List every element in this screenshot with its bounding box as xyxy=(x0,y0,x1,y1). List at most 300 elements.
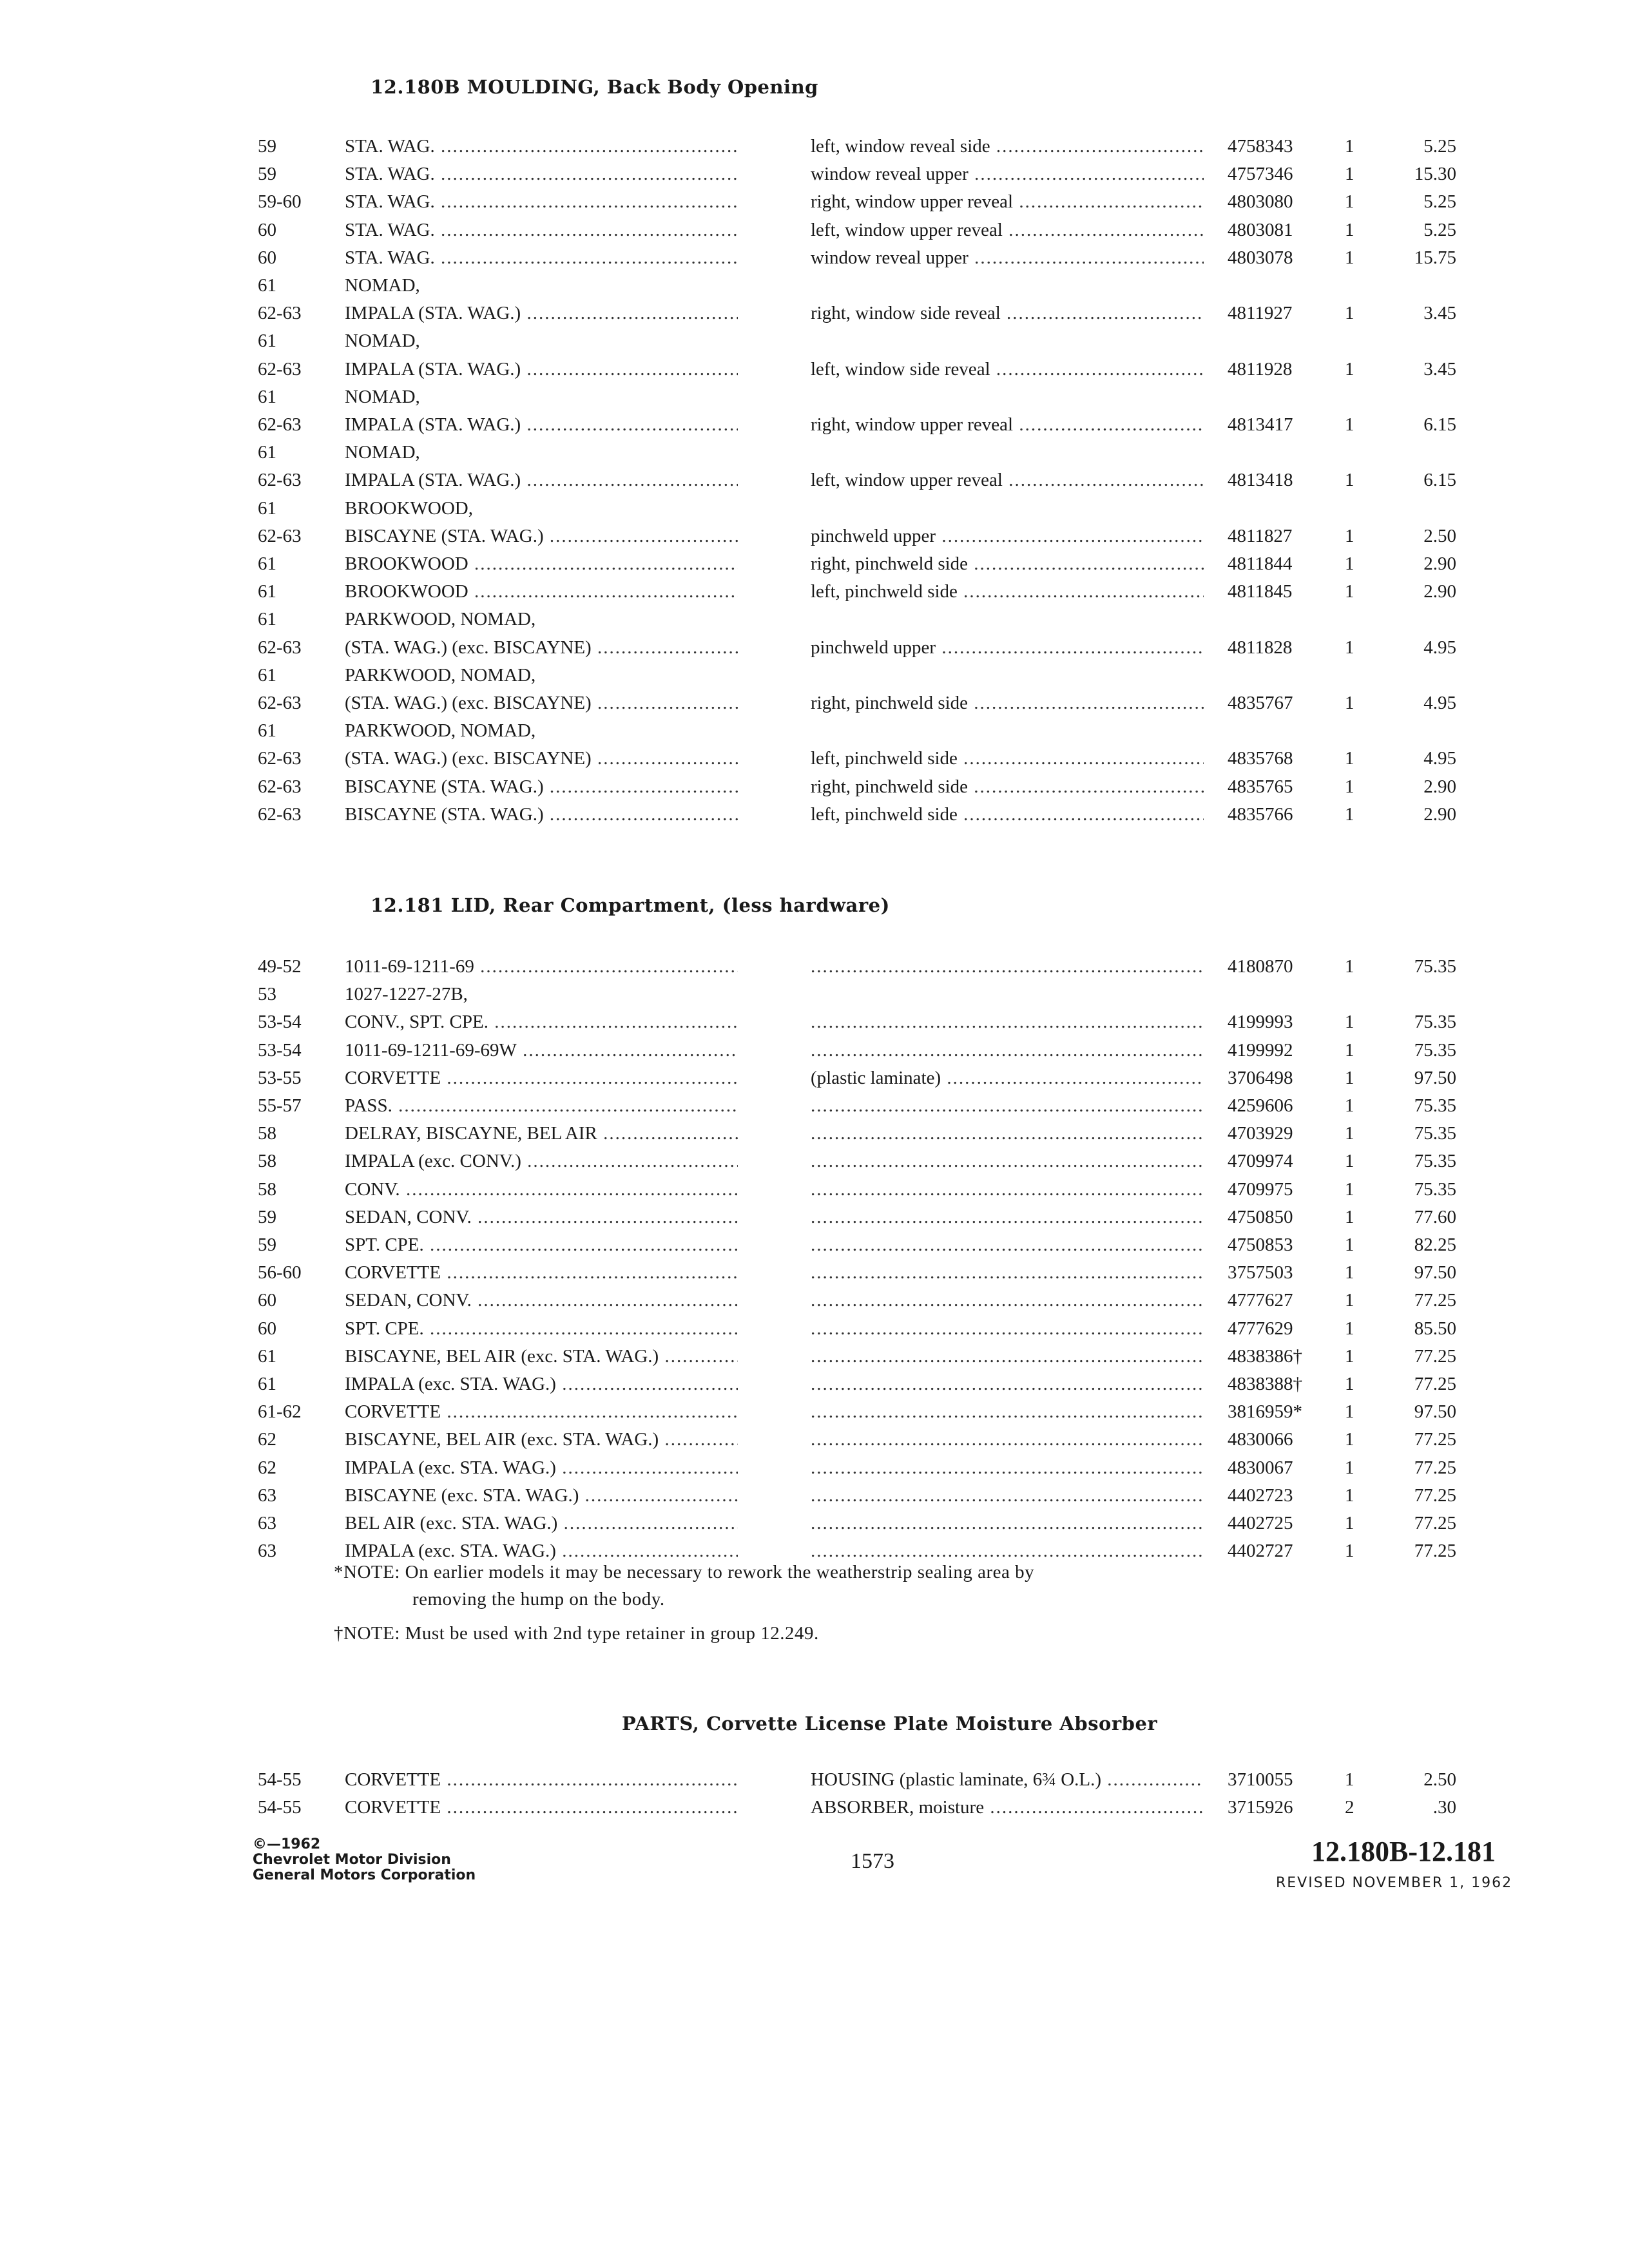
table-row xyxy=(0,160,1629,188)
model-cell: SPT. CPE. ..... xyxy=(345,1231,738,1259)
description-cell xyxy=(811,1481,1204,1510)
model-cell: BISCAYNE, BEL AIR (exc. STA. WAG.) ..... xyxy=(345,1342,738,1370)
model-cell: STA. WAG. ..... xyxy=(345,216,738,244)
model-cell: IMPALA (exc. STA. WAG.) ..... xyxy=(345,1537,738,1565)
quantity-cell: 1 xyxy=(1345,803,1354,825)
part-number-cell: 4803081 xyxy=(1228,219,1293,240)
part-number-cell: 4830066 xyxy=(1228,1429,1293,1450)
year-cell: 61-62 xyxy=(258,1401,302,1423)
price-cell: 6.15 xyxy=(1423,470,1456,491)
description-cell xyxy=(811,1454,1204,1482)
year-cell: 61 xyxy=(258,720,276,742)
price-cell: 75.35 xyxy=(1414,1039,1456,1061)
table-row xyxy=(0,1036,1629,1064)
table-row xyxy=(0,1258,1629,1287)
price-cell: 2.90 xyxy=(1423,803,1456,825)
year-cell: 49-52 xyxy=(258,956,302,977)
model-cell: (STA. WAG.) (exc. BISCAYNE) ..... xyxy=(345,633,738,662)
model-cell: STA. WAG. ..... xyxy=(345,160,738,188)
table-row xyxy=(0,522,1629,550)
part-number-cell: 4402723 xyxy=(1228,1485,1293,1506)
table-row xyxy=(0,1509,1629,1537)
note-asterisk-cont: removing the hump on the body. xyxy=(412,1589,665,1610)
table-row xyxy=(0,438,1629,466)
model-cell: PARKWOOD, NOMAD, xyxy=(345,720,536,742)
year-cell: 53-54 xyxy=(258,1012,302,1033)
year-cell: 59 xyxy=(258,1206,276,1227)
quantity-cell: 1 xyxy=(1345,1067,1354,1088)
part-number-cell: 4259606 xyxy=(1228,1095,1293,1116)
year-cell: 61 xyxy=(258,442,276,463)
part-number-cell: 3710055 xyxy=(1228,1769,1293,1790)
year-cell: 60 xyxy=(258,1290,276,1311)
description-cell xyxy=(811,1398,1204,1426)
quantity-cell: 1 xyxy=(1345,303,1354,324)
quantity-cell: 1 xyxy=(1345,1374,1354,1394)
year-cell: 61 xyxy=(258,1374,276,1394)
price-cell: 15.30 xyxy=(1414,164,1456,185)
quantity-cell: 1 xyxy=(1345,1513,1354,1533)
year-cell: 53-55 xyxy=(258,1067,302,1088)
year-cell: 61 xyxy=(258,386,276,407)
model-cell: CORVETTE ..... xyxy=(345,1765,738,1794)
price-cell: .30 xyxy=(1432,1797,1456,1818)
table-row xyxy=(0,299,1629,327)
model-cell: CONV., SPT. CPE. ..... xyxy=(345,1008,738,1036)
year-cell: 53-54 xyxy=(258,1039,302,1061)
price-cell: 97.50 xyxy=(1414,1067,1456,1088)
quantity-cell: 1 xyxy=(1345,1485,1354,1506)
part-number-cell: 4402727 xyxy=(1228,1541,1293,1562)
year-cell: 60 xyxy=(258,1318,276,1339)
model-cell: BROOKWOOD, xyxy=(345,497,473,519)
price-cell: 5.25 xyxy=(1423,219,1456,240)
part-number-cell: 4703929 xyxy=(1228,1123,1293,1144)
year-cell: 61 xyxy=(258,553,276,574)
description-cell: left, window upper reveal ..... xyxy=(811,466,1204,494)
model-cell: CORVETTE ..... xyxy=(345,1398,738,1426)
footer-corporation: General Motors Corporation xyxy=(253,1867,476,1883)
quantity-cell: 1 xyxy=(1345,470,1354,491)
price-cell: 15.75 xyxy=(1414,247,1456,268)
year-cell: 62 xyxy=(258,1457,276,1478)
price-cell: 75.35 xyxy=(1414,1012,1456,1033)
price-cell: 2.90 xyxy=(1423,776,1456,797)
table-row xyxy=(0,577,1629,606)
quantity-cell: 1 xyxy=(1345,164,1354,185)
description-cell xyxy=(811,1175,1204,1204)
quantity-cell: 1 xyxy=(1345,1039,1354,1061)
model-cell: BEL AIR (exc. STA. WAG.) ..... xyxy=(345,1509,738,1537)
section-title-parts: PARTS, Corvette License Plate Moisture Absorber xyxy=(622,1713,1158,1735)
model-cell: IMPALA (STA. WAG.) ..... xyxy=(345,355,738,383)
price-cell: 2.90 xyxy=(1423,553,1456,574)
quantity-cell: 1 xyxy=(1345,693,1354,713)
model-cell: IMPALA (STA. WAG.) ..... xyxy=(345,410,738,439)
quantity-cell: 1 xyxy=(1345,1769,1354,1790)
part-number-cell: 4199993 xyxy=(1228,1012,1293,1033)
description-cell xyxy=(811,1509,1204,1537)
model-cell: SEDAN, CONV. ..... xyxy=(345,1203,738,1231)
description-cell xyxy=(811,1425,1204,1454)
model-cell: (STA. WAG.) (exc. BISCAYNE) ..... xyxy=(345,689,738,717)
price-cell: 85.50 xyxy=(1414,1318,1456,1339)
description-cell: right, pinchweld side ..... xyxy=(811,689,1204,717)
quantity-cell: 1 xyxy=(1345,553,1354,574)
model-cell: NOMAD, xyxy=(345,275,420,296)
part-number-cell: 4750850 xyxy=(1228,1206,1293,1227)
price-cell: 77.25 xyxy=(1414,1485,1456,1506)
model-cell: STA. WAG. ..... xyxy=(345,132,738,160)
quantity-cell: 1 xyxy=(1345,956,1354,977)
table-row xyxy=(0,271,1629,300)
quantity-cell: 1 xyxy=(1345,191,1354,213)
table-row xyxy=(0,800,1629,829)
year-cell: 58 xyxy=(258,1178,276,1200)
note-asterisk: *NOTE: On earlier models it may be necessary to rework the weatherstrip sealing area by xyxy=(334,1562,1035,1582)
model-cell: PARKWOOD, NOMAD, xyxy=(345,609,536,630)
year-cell: 62-63 xyxy=(258,470,302,491)
quantity-cell: 1 xyxy=(1345,1095,1354,1116)
table-row xyxy=(0,1091,1629,1120)
year-cell: 56-60 xyxy=(258,1262,302,1283)
price-cell: 4.95 xyxy=(1423,748,1456,769)
table-row xyxy=(0,661,1629,689)
table-row xyxy=(0,1314,1629,1343)
quantity-cell: 2 xyxy=(1345,1797,1354,1818)
part-number-cell: 4811828 xyxy=(1228,637,1293,658)
quantity-cell: 1 xyxy=(1345,219,1354,240)
section-range: 12.180B-12.181 xyxy=(1311,1836,1496,1867)
model-cell: NOMAD, xyxy=(345,386,420,407)
model-cell: CORVETTE ..... xyxy=(345,1793,738,1821)
price-cell: 75.35 xyxy=(1414,1151,1456,1172)
price-cell: 5.25 xyxy=(1423,191,1456,213)
year-cell: 62-63 xyxy=(258,303,302,324)
part-number-cell: 4199992 xyxy=(1228,1039,1293,1061)
model-cell: PARKWOOD, NOMAD, xyxy=(345,664,536,686)
quantity-cell: 1 xyxy=(1345,414,1354,435)
description-cell xyxy=(811,1203,1204,1231)
model-cell: IMPALA (STA. WAG.) ..... xyxy=(345,299,738,327)
part-number-cell: 4180870 xyxy=(1228,956,1293,977)
part-number-cell: 3706498 xyxy=(1228,1067,1293,1088)
year-cell: 59 xyxy=(258,136,276,157)
price-cell: 77.25 xyxy=(1414,1374,1456,1394)
price-cell: 77.25 xyxy=(1414,1345,1456,1367)
description-cell xyxy=(811,1147,1204,1175)
quantity-cell: 1 xyxy=(1345,247,1354,268)
model-cell: CORVETTE ..... xyxy=(345,1064,738,1092)
table-row xyxy=(0,1481,1629,1510)
price-cell: 82.25 xyxy=(1414,1235,1456,1255)
description-cell: window reveal upper ..... xyxy=(811,160,1204,188)
year-cell: 53 xyxy=(258,984,276,1005)
footer-publisher xyxy=(253,1837,476,1883)
price-cell: 77.25 xyxy=(1414,1457,1456,1478)
part-number-cell: 4750853 xyxy=(1228,1235,1293,1255)
year-cell: 55-57 xyxy=(258,1095,302,1116)
description-cell: (plastic laminate) ..... xyxy=(811,1064,1204,1092)
table-row xyxy=(0,1231,1629,1259)
quantity-cell: 1 xyxy=(1345,581,1354,602)
table-row xyxy=(0,952,1629,981)
year-cell: 62-63 xyxy=(258,748,302,769)
quantity-cell: 1 xyxy=(1345,1151,1354,1172)
part-number-cell: 4830067 xyxy=(1228,1457,1293,1478)
table-row xyxy=(0,1203,1629,1231)
model-cell: IMPALA (STA. WAG.) ..... xyxy=(345,466,738,494)
model-cell: BISCAYNE (exc. STA. WAG.) ..... xyxy=(345,1481,738,1510)
year-cell: 62-63 xyxy=(258,637,302,658)
footer-copyright: ©—1962 xyxy=(253,1836,321,1852)
year-cell: 63 xyxy=(258,1513,276,1533)
year-cell: 61 xyxy=(258,609,276,630)
table-row xyxy=(0,605,1629,633)
table-row xyxy=(0,383,1629,411)
table-row xyxy=(0,1370,1629,1398)
table-row xyxy=(0,1175,1629,1204)
quantity-cell: 1 xyxy=(1345,637,1354,658)
description-cell: window reveal upper ..... xyxy=(811,244,1204,272)
model-cell: BROOKWOOD ..... xyxy=(345,550,738,578)
table-row xyxy=(0,1064,1629,1092)
description-cell: left, pinchweld side ..... xyxy=(811,577,1204,606)
description-cell: pinchweld upper ..... xyxy=(811,633,1204,662)
model-cell: SEDAN, CONV. ..... xyxy=(345,1286,738,1314)
table-row xyxy=(0,773,1629,801)
table-row xyxy=(0,244,1629,272)
year-cell: 59 xyxy=(258,164,276,185)
part-number-cell: 3715926 xyxy=(1228,1797,1293,1818)
part-number-cell: 3757503 xyxy=(1228,1262,1293,1283)
year-cell: 62-63 xyxy=(258,358,302,380)
price-cell: 77.60 xyxy=(1414,1206,1456,1227)
price-cell: 75.35 xyxy=(1414,956,1456,977)
model-cell: DELRAY, BISCAYNE, BEL AIR ..... xyxy=(345,1119,738,1148)
price-cell: 77.25 xyxy=(1414,1541,1456,1562)
price-cell: 5.25 xyxy=(1423,136,1456,157)
year-cell: 54-55 xyxy=(258,1769,302,1790)
model-cell: (STA. WAG.) (exc. BISCAYNE) ..... xyxy=(345,744,738,773)
model-cell: 1011-69-1211-69 ..... xyxy=(345,952,738,981)
year-cell: 62-63 xyxy=(258,693,302,713)
model-cell: PASS. ..... xyxy=(345,1091,738,1120)
price-cell: 77.25 xyxy=(1414,1290,1456,1311)
model-cell: CONV. ..... xyxy=(345,1175,738,1204)
model-cell: NOMAD, xyxy=(345,331,420,352)
year-cell: 62-63 xyxy=(258,414,302,435)
table-row xyxy=(0,410,1629,439)
revised-date: REVISED NOVEMBER 1, 1962 xyxy=(1276,1875,1513,1891)
quantity-cell: 1 xyxy=(1345,1290,1354,1311)
year-cell: 61 xyxy=(258,331,276,352)
model-cell: 1011-69-1211-69-69W ..... xyxy=(345,1036,738,1064)
year-cell: 59 xyxy=(258,1235,276,1255)
year-cell: 61 xyxy=(258,581,276,602)
model-cell: 1027-1227-27B, xyxy=(345,984,468,1005)
part-number-cell: 4709975 xyxy=(1228,1178,1293,1200)
description-cell: left, pinchweld side ..... xyxy=(811,744,1204,773)
quantity-cell: 1 xyxy=(1345,1457,1354,1478)
part-number-cell: 4811845 xyxy=(1228,581,1293,602)
description-cell xyxy=(811,1314,1204,1343)
quantity-cell: 1 xyxy=(1345,1318,1354,1339)
table-row xyxy=(0,187,1629,216)
table-row xyxy=(0,1793,1629,1821)
part-number-cell: 4838388† xyxy=(1228,1374,1302,1394)
page-number: 1573 xyxy=(851,1849,894,1873)
table-row xyxy=(0,132,1629,160)
description-cell: left, window upper reveal ..... xyxy=(811,216,1204,244)
model-cell: IMPALA (exc. CONV.) ..... xyxy=(345,1147,738,1175)
price-cell: 75.35 xyxy=(1414,1178,1456,1200)
year-cell: 61 xyxy=(258,497,276,519)
model-cell: NOMAD, xyxy=(345,442,420,463)
part-number-cell: 4835767 xyxy=(1228,693,1293,713)
price-cell: 3.45 xyxy=(1423,358,1456,380)
description-cell xyxy=(811,1119,1204,1148)
part-number-cell: 4835765 xyxy=(1228,776,1293,797)
price-cell: 97.50 xyxy=(1414,1401,1456,1423)
year-cell: 61 xyxy=(258,664,276,686)
part-number-cell: 4402725 xyxy=(1228,1513,1293,1533)
table-row xyxy=(0,1425,1629,1454)
footer-division: Chevrolet Motor Division xyxy=(253,1852,451,1868)
part-number-cell: 4813417 xyxy=(1228,414,1293,435)
description-cell xyxy=(811,1231,1204,1259)
part-number-cell: 4811827 xyxy=(1228,525,1293,546)
part-number-cell: 4757346 xyxy=(1228,164,1293,185)
quantity-cell: 1 xyxy=(1345,1262,1354,1283)
description-cell xyxy=(811,1370,1204,1398)
year-cell: 62-63 xyxy=(258,803,302,825)
year-cell: 59-60 xyxy=(258,191,302,213)
table-row xyxy=(0,1008,1629,1036)
quantity-cell: 1 xyxy=(1345,1401,1354,1423)
price-cell: 77.25 xyxy=(1414,1513,1456,1533)
part-number-cell: 4838386† xyxy=(1228,1345,1302,1367)
part-number-cell: 4803080 xyxy=(1228,191,1293,213)
quantity-cell: 1 xyxy=(1345,1541,1354,1562)
description-cell xyxy=(811,1286,1204,1314)
year-cell: 60 xyxy=(258,219,276,240)
model-cell: IMPALA (exc. STA. WAG.) ..... xyxy=(345,1454,738,1482)
part-number-cell: 4811927 xyxy=(1228,303,1293,324)
year-cell: 58 xyxy=(258,1151,276,1172)
price-cell: 75.35 xyxy=(1414,1095,1456,1116)
quantity-cell: 1 xyxy=(1345,1429,1354,1450)
model-cell: IMPALA (exc. STA. WAG.) ..... xyxy=(345,1370,738,1398)
table-row xyxy=(0,494,1629,523)
year-cell: 62 xyxy=(258,1429,276,1450)
description-cell: HOUSING (plastic laminate, 6¾ O.L.) ..... xyxy=(811,1765,1204,1794)
price-cell: 3.45 xyxy=(1423,303,1456,324)
part-number-cell: 4777627 xyxy=(1228,1290,1293,1311)
model-cell: STA. WAG. ..... xyxy=(345,187,738,216)
table-row xyxy=(0,1454,1629,1482)
year-cell: 61 xyxy=(258,1345,276,1367)
part-number-cell: 4811844 xyxy=(1228,553,1293,574)
price-cell: 75.35 xyxy=(1414,1123,1456,1144)
year-cell: 58 xyxy=(258,1123,276,1144)
quantity-cell: 1 xyxy=(1345,1178,1354,1200)
part-number-cell: 4777629 xyxy=(1228,1318,1293,1339)
description-cell: left, pinchweld side ..... xyxy=(811,800,1204,829)
table-row xyxy=(0,466,1629,494)
quantity-cell: 1 xyxy=(1345,748,1354,769)
table-row xyxy=(0,1398,1629,1426)
description-cell: pinchweld upper ..... xyxy=(811,522,1204,550)
price-cell: 6.15 xyxy=(1423,414,1456,435)
description-cell: right, window upper reveal ..... xyxy=(811,410,1204,439)
year-cell: 54-55 xyxy=(258,1797,302,1818)
model-cell: BISCAYNE (STA. WAG.) ..... xyxy=(345,522,738,550)
year-cell: 63 xyxy=(258,1541,276,1562)
price-cell: 2.50 xyxy=(1423,1769,1456,1790)
table-row xyxy=(0,1119,1629,1148)
quantity-cell: 1 xyxy=(1345,358,1354,380)
description-cell xyxy=(811,1258,1204,1287)
table-row xyxy=(0,716,1629,745)
description-cell: right, pinchweld side ..... xyxy=(811,773,1204,801)
section-title-moulding: 12.180B MOULDING, Back Body Opening xyxy=(371,76,818,98)
table-row xyxy=(0,1286,1629,1314)
description-cell: right, window side reveal ..... xyxy=(811,299,1204,327)
part-number-cell: 4811928 xyxy=(1228,358,1293,380)
model-cell: BISCAYNE, BEL AIR (exc. STA. WAG.) ..... xyxy=(345,1425,738,1454)
model-cell: SPT. CPE. ..... xyxy=(345,1314,738,1343)
part-number-cell: 3816959* xyxy=(1228,1401,1302,1423)
description-cell: left, window side reveal ..... xyxy=(811,355,1204,383)
part-number-cell: 4758343 xyxy=(1228,136,1293,157)
note-dagger: †NOTE: Must be used with 2nd type retainer in group 12.249. xyxy=(334,1623,819,1644)
table-row xyxy=(0,689,1629,717)
description-cell: right, pinchweld side ..... xyxy=(811,550,1204,578)
quantity-cell: 1 xyxy=(1345,1206,1354,1227)
description-cell xyxy=(811,952,1204,981)
table-row xyxy=(0,216,1629,244)
price-cell: 77.25 xyxy=(1414,1429,1456,1450)
table-row xyxy=(0,355,1629,383)
model-cell: CORVETTE ..... xyxy=(345,1258,738,1287)
price-cell: 2.90 xyxy=(1423,581,1456,602)
price-cell: 2.50 xyxy=(1423,525,1456,546)
description-cell xyxy=(811,1342,1204,1370)
model-cell: BISCAYNE (STA. WAG.) ..... xyxy=(345,773,738,801)
quantity-cell: 1 xyxy=(1345,1345,1354,1367)
year-cell: 61 xyxy=(258,275,276,296)
table-row xyxy=(0,327,1629,355)
table-row xyxy=(0,550,1629,578)
table-row xyxy=(0,980,1629,1008)
description-cell: ABSORBER, moisture ..... xyxy=(811,1793,1204,1821)
section-title-lid: 12.181 LID, Rear Compartment, (less hardware) xyxy=(371,894,890,916)
part-number-cell: 4813418 xyxy=(1228,470,1293,491)
price-cell: 4.95 xyxy=(1423,637,1456,658)
table-row xyxy=(0,633,1629,662)
description-cell xyxy=(811,1008,1204,1036)
year-cell: 62-63 xyxy=(258,525,302,546)
table-row xyxy=(0,744,1629,773)
quantity-cell: 1 xyxy=(1345,1235,1354,1255)
description-cell xyxy=(811,1036,1204,1064)
year-cell: 62-63 xyxy=(258,776,302,797)
year-cell: 63 xyxy=(258,1485,276,1506)
part-number-cell: 4803078 xyxy=(1228,247,1293,268)
part-number-cell: 4835768 xyxy=(1228,748,1293,769)
quantity-cell: 1 xyxy=(1345,525,1354,546)
